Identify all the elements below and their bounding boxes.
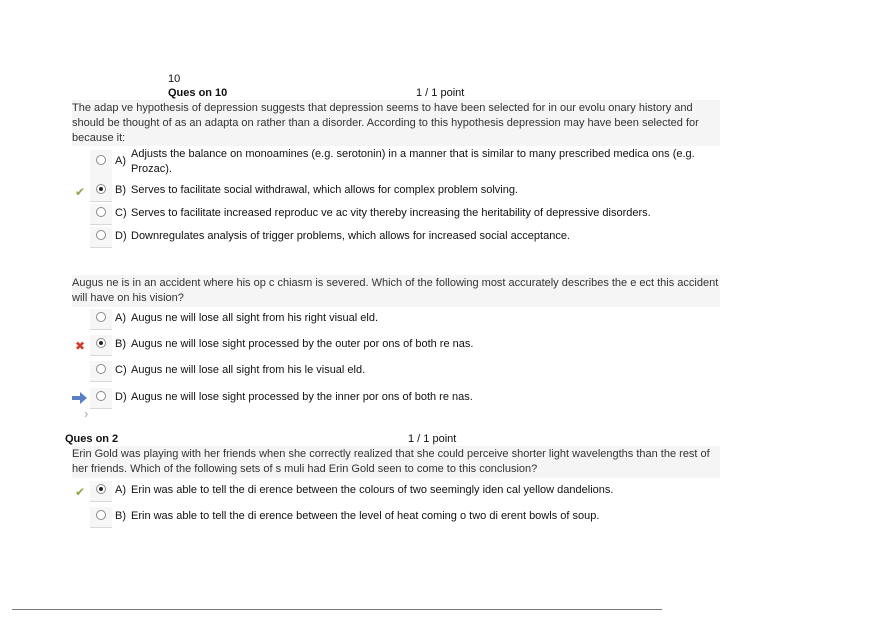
option-letter: B): [115, 338, 126, 350]
chevron-right-icon[interactable]: ›: [84, 406, 89, 421]
cross-icon: ✖: [74, 339, 86, 353]
option-letter: C): [115, 364, 127, 376]
option-text: Downregulates analysis of trigger problems, which allows for increased social acceptance.: [131, 230, 570, 242]
radio-option-b[interactable]: [90, 181, 112, 202]
option-text: Adjusts the balance on monoamines (e.g. serotonin) in a manner that is similar to many prescribed medica ons (e.g.: [131, 148, 695, 160]
option-text: Augus ne will lose sight processed by the outer por ons of both re nas.: [131, 338, 474, 350]
option-text: Augus ne will lose all sight from his right visual eld.: [131, 312, 379, 324]
check-icon: ✔: [74, 485, 86, 499]
option-letter: A): [115, 312, 126, 324]
question-label: Ques on 10: [168, 87, 228, 99]
option-text: Serves to facilitate social withdrawal, which allows for complex problem solving.: [131, 184, 518, 196]
radio-option-a[interactable]: [90, 150, 112, 183]
option-text: Serves to facilitate increased reproduc ve ac vity thereby increasing the heritability of depressive disorders.: [131, 207, 651, 219]
question-text: The adap ve hypothesis of depression suggests that depression seems to have been selected for in our evolu onary history and should be thought of as an adapta on rather than a disorder. According to this hypothesis depression may have been selected for because it:: [72, 100, 720, 146]
option-letter: B): [115, 510, 126, 522]
option-text-continued: Prozac).: [131, 163, 172, 175]
question-text: Augus ne is in an accident where his op c chiasm is severed. Which of the following most accurately describes the e ect this accident will have on his vision?: [72, 275, 720, 307]
radio-option-d[interactable]: [90, 227, 112, 248]
option-letter: B): [115, 184, 126, 196]
option-letter: C): [115, 207, 127, 219]
check-icon: ✔: [74, 185, 86, 199]
radio-option-b[interactable]: [90, 507, 112, 528]
radio-option-c[interactable]: [90, 204, 112, 225]
page-number: 10: [168, 73, 181, 85]
page-divider: [12, 609, 662, 610]
option-letter: A): [115, 155, 126, 167]
option-text: Augus ne will lose sight processed by the inner por ons of both re nas.: [131, 391, 473, 403]
radio-option-d[interactable]: [90, 388, 112, 409]
radio-option-c[interactable]: [90, 361, 112, 382]
option-letter: A): [115, 484, 126, 496]
radio-option-b[interactable]: [90, 335, 112, 356]
option-letter: D): [115, 391, 127, 403]
question-text: Erin Gold was playing with her friends when she correctly realized that she could perceive shorter light wavelengths than the rest of her friends. Which of the following sets of s muli had Erin Gold seen to come to this conclusion?: [72, 446, 720, 478]
question-score: 1 / 1 point: [416, 87, 465, 99]
radio-option-a[interactable]: [90, 481, 112, 502]
option-text: Erin was able to tell the di erence between the colours of two seemingly iden cal yellow dandelions.: [131, 484, 614, 496]
question-label: Ques on 2: [65, 433, 119, 445]
option-text: Augus ne will lose all sight from his le visual eld.: [131, 364, 366, 376]
option-text: Erin was able to tell the di erence between the level of heat coming o two di erent bowls of soup.: [131, 510, 600, 522]
arrow-icon: [72, 392, 88, 406]
radio-option-a[interactable]: [90, 309, 112, 330]
question-score: 1 / 1 point: [408, 433, 457, 445]
option-letter: D): [115, 230, 127, 242]
